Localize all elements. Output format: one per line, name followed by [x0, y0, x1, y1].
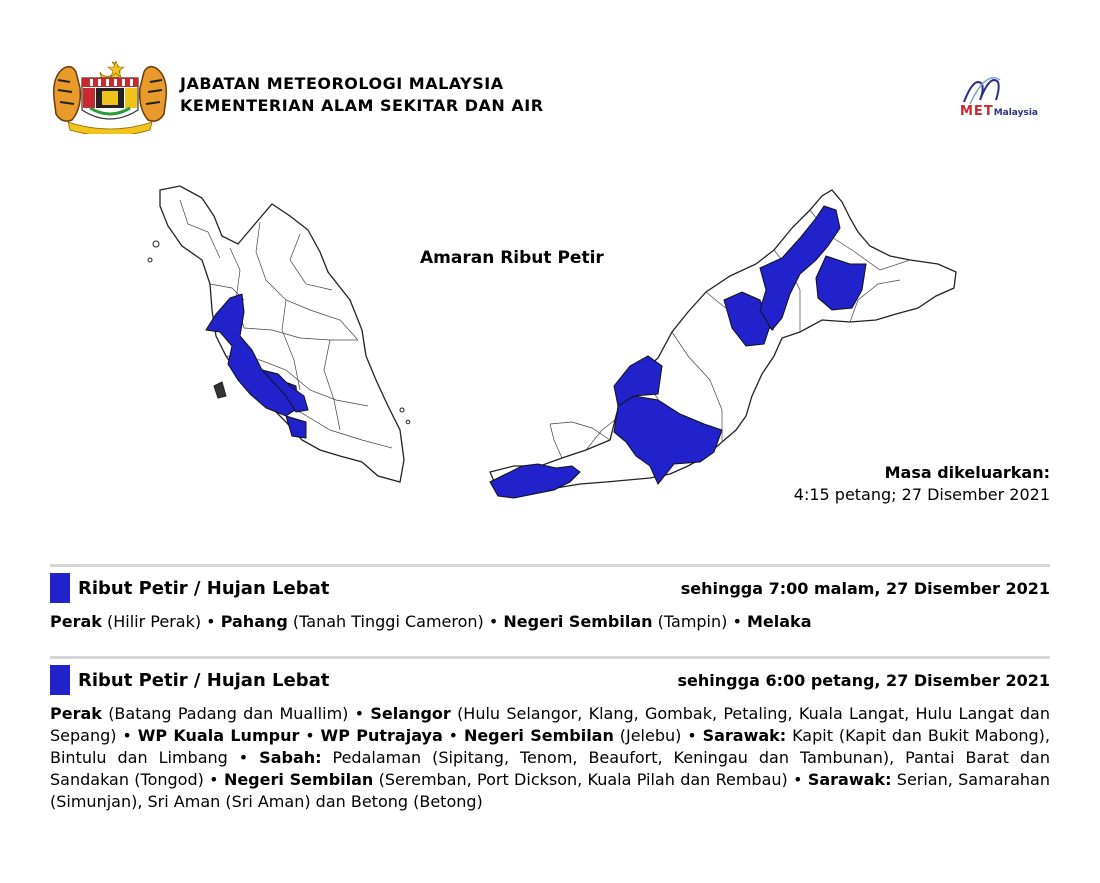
coat-of-arms-icon: [50, 58, 170, 134]
met-malaysia-logo: [926, 66, 1046, 122]
warning-color-bar: [50, 573, 70, 603]
peninsular-malaysia: [160, 186, 404, 482]
warning-header: [50, 573, 1050, 603]
org-name: JABATAN METEOROLOGI MALAYSIA: [180, 74, 504, 93]
warning-areas: Perak (Hilir Perak) • Pahang (Tanah Tinggi Cameron) • Negeri Sembilan (Tampin) • Melaka: [50, 612, 812, 631]
east-malaysia: [490, 190, 956, 494]
header: [50, 58, 1050, 138]
issued-time: 4:15 petang; 27 Disember 2021: [793, 485, 1050, 504]
warning-title: Ribut Petir / Hujan Lebat: [78, 670, 330, 691]
section-divider: [50, 656, 1050, 659]
ministry-name: KEMENTERIAN ALAM SEKITAR DAN AIR: [180, 96, 544, 115]
warning-section-1: [50, 564, 1050, 633]
issued-time-block: [794, 462, 1050, 506]
warning-valid-until: sehingga 7:00 malam, 27 Disember 2021: [680, 579, 1050, 598]
warning-title: Ribut Petir / Hujan Lebat: [78, 578, 330, 599]
warning-color-bar: [50, 665, 70, 695]
section-divider: [50, 564, 1050, 567]
warning-header: [50, 665, 1050, 695]
issued-label: Masa dikeluarkan:: [884, 463, 1050, 482]
warning-section-2: [50, 656, 1050, 813]
map-title: Amaran Ribut Petir: [420, 248, 604, 268]
warning-areas: Perak (Batang Padang dan Muallim) • Selangor (Hulu Selangor, Klang, Gombak, Petaling, Kuala Langat, Hulu Langat dan Sepang) • WP Kuala Lumpur • WP Putrajaya • Negeri Sembilan (Jelebu) • Sarawak: Kapit (Kapit dan Bukit Mabong), Bintulu dan Limbang • Sabah: Pedalaman (Sipitang, Tenom, Beaufort, Keningau dan Tambunan), Pantai Barat dan Sandakan (Tongod) • Negeri Sembilan (Seremban, Port Dickson, Kuala Pilah dan Rembau) • Sarawak: Serian, Samarahan (Simunjan), Sri Aman (Sri Aman) dan Betong (Betong): [50, 704, 1051, 811]
met-logo-text: METMalaysia: [960, 104, 1038, 119]
warning-valid-until: sehingga 6:00 petang, 27 Disember 2021: [677, 671, 1050, 690]
